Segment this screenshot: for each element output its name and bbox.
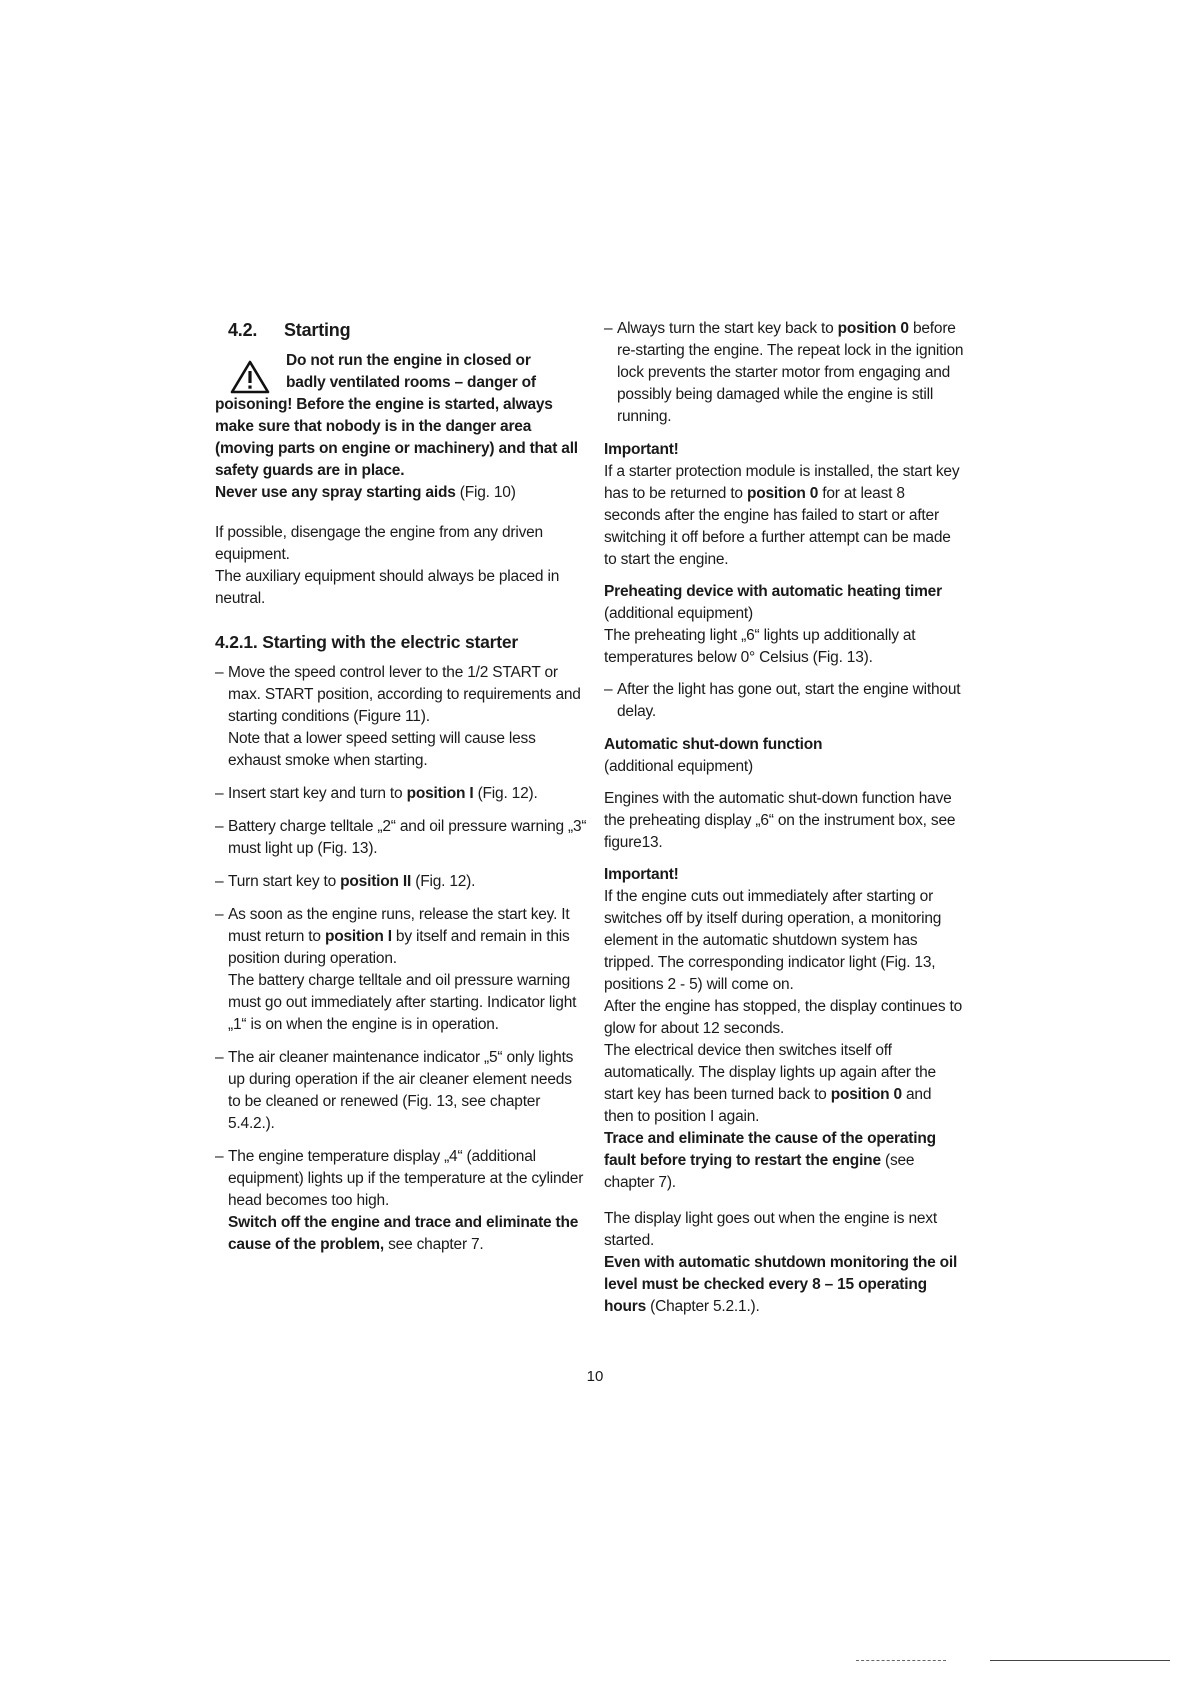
list-item: – After the light has gone out, start the engine without delay.	[604, 679, 964, 723]
subsection-title: Starting with the electric starter	[262, 632, 519, 652]
step-emphasis: position I	[324, 928, 392, 945]
text-part: for at least 8 seconds after the engine has failed to start or after switching it off before a further attempt can be made to start the engine.	[604, 485, 951, 568]
electrical-text	[604, 1040, 964, 1128]
important-label: Important!	[604, 441, 679, 458]
right-column	[604, 318, 964, 1318]
page-number: 10	[586, 1368, 604, 1385]
intro-paragraph-1: If possible, disengage the engine from any driven equipment.	[215, 524, 543, 563]
step-text	[228, 871, 588, 893]
subsection-heading	[215, 630, 588, 654]
step-text: The air cleaner maintenance indicator „5“ only lights up during operation if the air cleaner element needs to be cleaned or renewed (Fig. 13, see chapter 5.4.2.).	[228, 1049, 574, 1132]
warning-line-1: Do not run the engine in closed or	[286, 352, 531, 369]
step-text	[617, 318, 964, 428]
step-text: Battery charge telltale „2“ and oil pressure warning „3“ must light up (Fig. 13).	[228, 818, 587, 857]
step-emphasis: position II	[340, 873, 412, 890]
section-heading	[228, 318, 588, 342]
preheating-text: The preheating light „6“ lights up additionally at temperatures below 0° Celsius (Fig. 13).	[604, 627, 916, 666]
list-item: – The engine temperature display „4“ (additional equipment) lights up if the temperature at the cylinder head becomes too high. Switch off the engine and trace and eliminate the cause of the problem, see chapter 7.	[215, 1146, 588, 1256]
step-text	[228, 783, 588, 805]
step-text: The engine temperature display „4“ (additional equipment) lights up if the temperature at the cylinder head becomes too high.	[228, 1148, 584, 1209]
text-part: The electrical device then switches itself off automatically. The display lights up again after the start key has been turned back to	[604, 1042, 936, 1103]
shutdown-text: Engines with the automatic shut-down function have the preheating display „6“ on the instrument box, see figure13.	[604, 790, 956, 851]
section-number: 4.2.	[228, 320, 258, 340]
important-label: Important!	[604, 866, 679, 883]
spray-warning-bold: Never use any spray starting aids	[215, 484, 456, 501]
spray-warning	[215, 482, 588, 504]
step-emphasis: position I	[406, 785, 474, 802]
step-text-part: (Fig. 12).	[411, 873, 476, 890]
preheating-heading	[604, 581, 964, 625]
step-text: After the light has gone out, start the engine without delay.	[617, 681, 961, 720]
text-part: (Chapter 5.2.1.).	[646, 1298, 760, 1315]
subsection-number: 4.2.1.	[215, 632, 258, 652]
text-part: (see chapter 7).	[604, 1152, 915, 1191]
shutdown-label: Automatic shut-down function	[604, 736, 823, 753]
trace-text	[604, 1128, 964, 1194]
list-item: – The air cleaner maintenance indicator „5“ only lights up during operation if the air cleaner element needs to be cleaned or renewed (Fig. 13, see chapter 5.4.2.).	[215, 1047, 588, 1135]
step-text-part: before re-starting the engine. The repeat lock in the ignition lock prevents the starter motor from engaging and possibly being damaged while the engine is still running.	[617, 320, 964, 425]
intro-paragraph-2: The auxiliary equipment should always be placed in neutral.	[215, 568, 560, 607]
step-text-part: by itself and remain in this position during operation.	[228, 928, 570, 967]
list-item: – As soon as the engine runs, release the start key. It must return to position I by itself and remain in this position during operation. The battery charge telltale and oil pressure warning must go out immediately after starting. Indicator light „1“ is on when the engine is in operation.	[215, 904, 588, 1036]
step-emphasis: Switch off the engine and trace and eliminate the cause of the problem,	[228, 1214, 579, 1253]
footer-rule-dashed	[856, 1660, 946, 1661]
step-emphasis: position 0	[837, 320, 909, 337]
spray-warning-ref: (Fig. 10)	[459, 484, 516, 501]
warning-triangle-icon	[230, 360, 270, 394]
emphasis: position 0	[830, 1086, 902, 1103]
important-text	[604, 461, 964, 571]
step-note: Note that a lower speed setting will cause less exhaust smoke when starting.	[228, 730, 536, 769]
left-column	[215, 318, 588, 1267]
spacer	[228, 504, 588, 522]
important-text: If the engine cuts out immediately after starting or switches off by itself during operation, a monitoring element in the automatic shutdown system has tripped. The corresponding indicator light (Fig. 13, positions 2 - 5) will come on.	[604, 888, 942, 993]
step-text	[228, 904, 588, 970]
step-text-part: (Fig. 12).	[473, 785, 538, 802]
text-part: If a starter protection module is installed, the start key has to be returned to	[604, 463, 960, 502]
list-item: – Turn start key to position II (Fig. 12).	[215, 871, 588, 893]
list-item: – Always turn the start key back to position 0 before re-starting the engine. The repeat lock in the ignition lock prevents the starter motor from engaging and possibly being damaged while the engine is still running.	[604, 318, 964, 428]
step-text: Move the speed control lever to the 1/2 START or max. START position, according to requirements and starting conditions (Figure 11).	[228, 664, 581, 725]
step-text-part: Insert start key and turn to	[228, 785, 407, 802]
warning-block	[228, 350, 588, 394]
step-text-part: see chapter 7.	[384, 1236, 484, 1253]
text-part: and then to position I again.	[604, 1086, 932, 1125]
list-item: – Insert start key and turn to position I (Fig. 12).	[215, 783, 588, 805]
shutdown-subtitle: (additional equipment)	[604, 758, 753, 775]
warning-text: poisoning! Before the engine is started, always make sure that nobody is in the danger area (moving parts on engine or machinery) and that all safety guards are in place.	[215, 396, 578, 479]
section-title: Starting	[284, 320, 351, 340]
list-item: – Move the speed control lever to the 1/2 START or max. START position, according to requirements and starting conditions (Figure 11). Note that a lower speed setting will cause less exhaust smoke when starting.	[215, 662, 588, 772]
after-stop-text: After the engine has stopped, the display continues to glow for about 12 seconds.	[604, 998, 963, 1037]
step-text-part: Always turn the start key back to	[617, 320, 838, 337]
preheating-note: (additional equipment)	[604, 605, 753, 622]
warning-line-2: badly ventilated rooms – danger of	[286, 374, 536, 391]
step-note: The battery charge telltale and oil pressure warning must go out immediately after starting. Indicator light „1“ is on when the engine is in operation.	[228, 972, 577, 1033]
emphasis: position 0	[746, 485, 819, 502]
emphasis: Trace and eliminate the cause of the operating fault before trying to restart the engine	[604, 1130, 936, 1169]
step-instruction	[228, 1212, 588, 1256]
footer-rule	[990, 1660, 1170, 1661]
list-item: – Battery charge telltale „2“ and oil pressure warning „3“ must light up (Fig. 13).	[215, 816, 588, 860]
emphasis: Even with automatic shutdown monitoring the oil level must be checked every 8 – 15 operating hours	[604, 1254, 958, 1315]
step-text-part: As soon as the engine runs, release the start key. It must return to	[228, 906, 570, 945]
step-text-part: Turn start key to	[228, 873, 341, 890]
oil-check-text	[604, 1252, 964, 1318]
display-out-text: The display light goes out when the engine is next started.	[604, 1210, 937, 1249]
preheating-label: Preheating device with automatic heating timer	[604, 583, 942, 600]
